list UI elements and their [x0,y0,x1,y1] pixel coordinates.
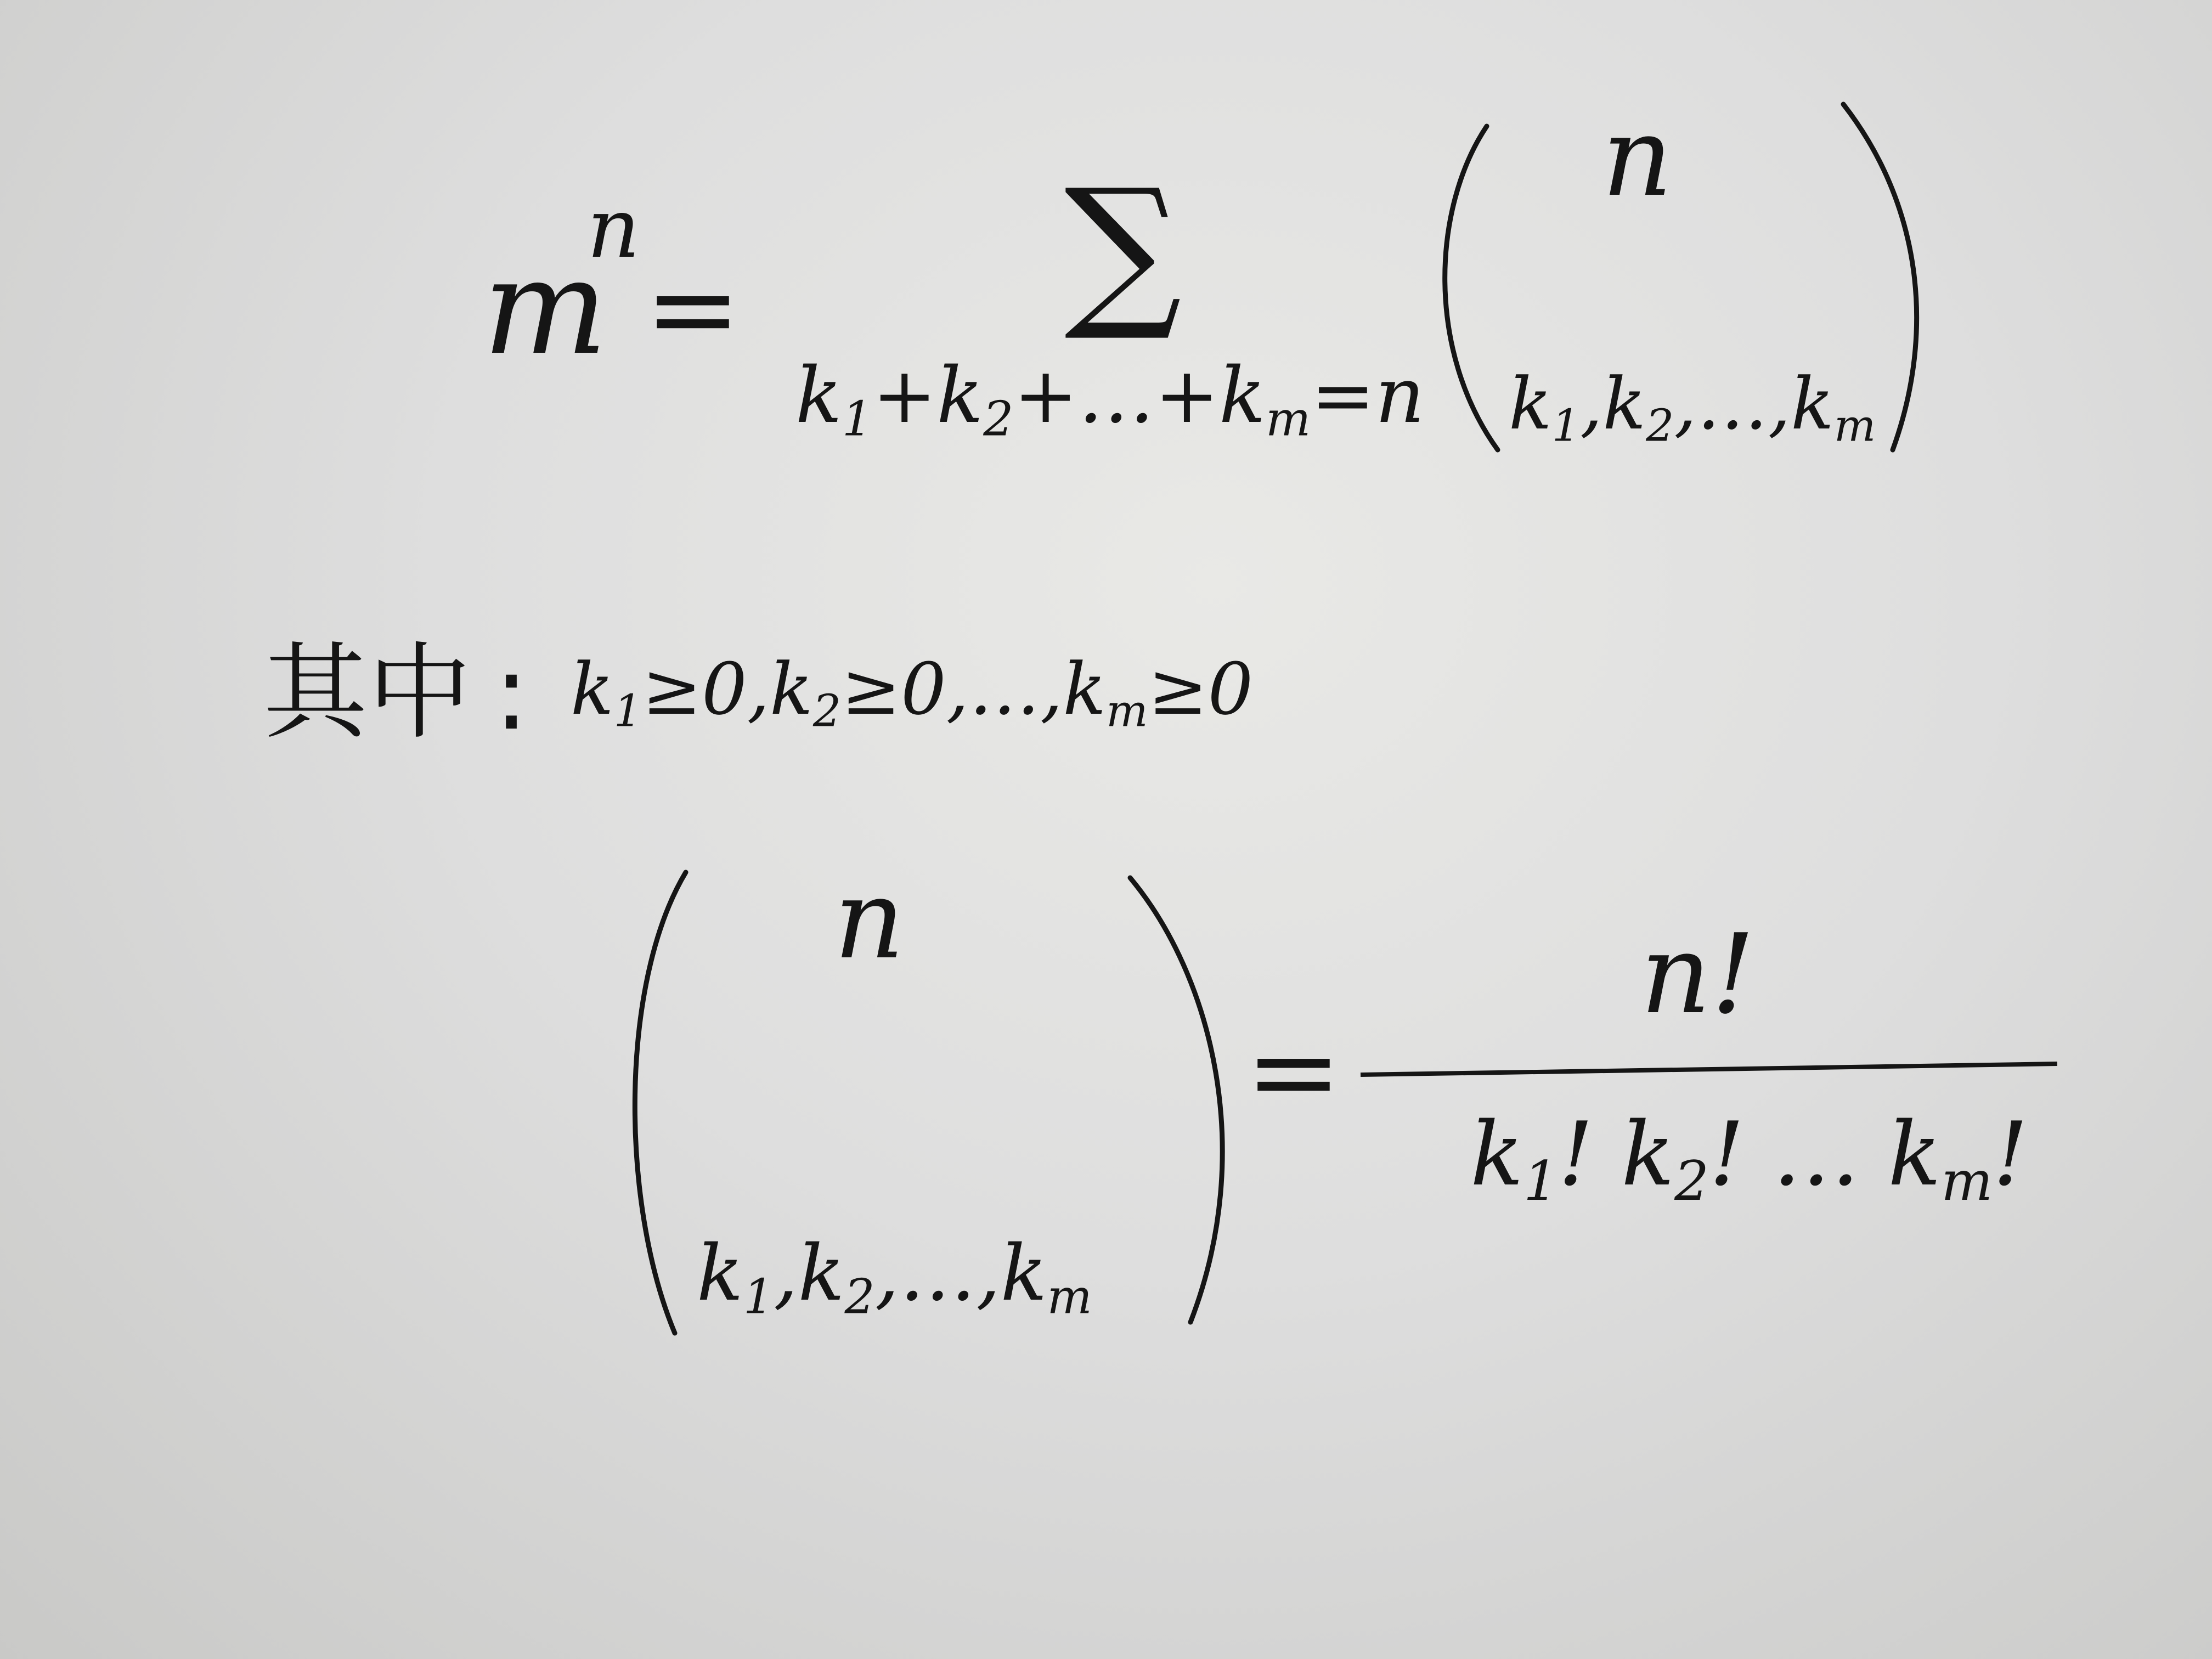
coef2-k2: k [798,1229,845,1318]
coef1-c1: , [1580,362,1603,445]
coef2-c3: , [976,1229,1001,1318]
denom-f1: ! [1558,1103,1594,1205]
denom-s2: 2 [1674,1149,1709,1213]
cond-c2: , [946,647,969,731]
cond-ge2: ≥0 [841,647,946,731]
denom-f2: ! [1709,1103,1745,1205]
eq2-coef-top: n [834,856,905,984]
coef2-c2: , [874,1229,900,1318]
constraint-colon: : [494,632,529,753]
coef2-k1: k [697,1229,743,1318]
eq2-coef-bottom [697,1229,1092,1324]
eq1-lhs-exponent: n [587,181,640,276]
cond-c1: , [747,647,770,731]
sum-index-plus1: + [872,351,937,441]
cond-ge1: ≥0 [642,647,747,731]
cond-k2: k [770,647,813,731]
coef2-c1: , [774,1229,798,1318]
eq1-left-paren [1404,115,1514,466]
sum-index-k1: k [795,351,842,441]
cond-c3: , [1040,647,1063,731]
sum-index-dots: … [1077,351,1155,441]
constraint-label [263,609,529,759]
sum-index-k2: k [936,351,984,441]
coef2-s2: 2 [844,1269,875,1325]
sum-index-s1: 1 [842,391,873,447]
cond-sm: m [1106,685,1148,737]
sum-index-plus2: + [1013,351,1078,441]
coef1-km: k [1791,362,1834,445]
sum-index-eq: = [1311,351,1375,441]
coef2-s1: 1 [743,1269,774,1325]
coef2-km: k [1000,1229,1047,1318]
sum-index-s2: 2 [983,391,1014,447]
eq2-right-paren [1119,867,1251,1333]
denom-sm: m [1941,1149,1993,1213]
coef1-c3: , [1768,362,1791,445]
eq1-equals: = [645,241,741,376]
coef1-sm: m [1833,400,1876,452]
denom-km: k [1888,1103,1942,1205]
eq1-sum-symbol: ∑ [1064,154,1182,345]
sum-index-km: k [1219,351,1266,441]
eq1-coef-top: n [1602,93,1673,221]
coef1-k2: k [1602,362,1646,445]
denom-f3: ! [1993,1103,2028,1205]
coef1-k1: k [1509,362,1552,445]
eq1-sum-index [795,351,1425,447]
denom-dots: … [1772,1103,1860,1205]
denom-k1: k [1470,1103,1523,1205]
eq2-left-paren [598,861,708,1344]
eq2-denominator [1470,1103,2028,1213]
coef1-s2: 2 [1646,400,1674,452]
cond-ge3: ≥0 [1148,647,1254,731]
coef1-s1: 1 [1551,400,1581,452]
coef1-c2: , [1674,362,1697,445]
denom-s1: 1 [1523,1149,1559,1213]
denom-k2: k [1621,1103,1675,1205]
cond-s1: 1 [613,685,642,737]
cond-k1: k [571,647,614,731]
coef1-dots: … [1696,362,1768,445]
constraint-label-text: 其中 [263,632,472,753]
cond-dots: … [969,647,1041,731]
eq2-equals: = [1245,1004,1342,1138]
constraint-conditions [571,647,1253,737]
coef2-sm: m [1047,1269,1092,1325]
cond-s2: 2 [812,685,842,737]
eq2-numerator: n! [1640,911,1756,1039]
sum-index-plus3: + [1154,351,1220,441]
coef2-dots: … [899,1229,977,1318]
sum-index-sm: m [1265,391,1311,447]
fraction-bar [1361,1062,2057,1077]
eq1-coef-bottom [1509,362,1876,452]
eq1-lhs-base: m [483,230,608,384]
cond-km: k [1063,647,1107,731]
sum-index-n: n [1375,351,1425,441]
